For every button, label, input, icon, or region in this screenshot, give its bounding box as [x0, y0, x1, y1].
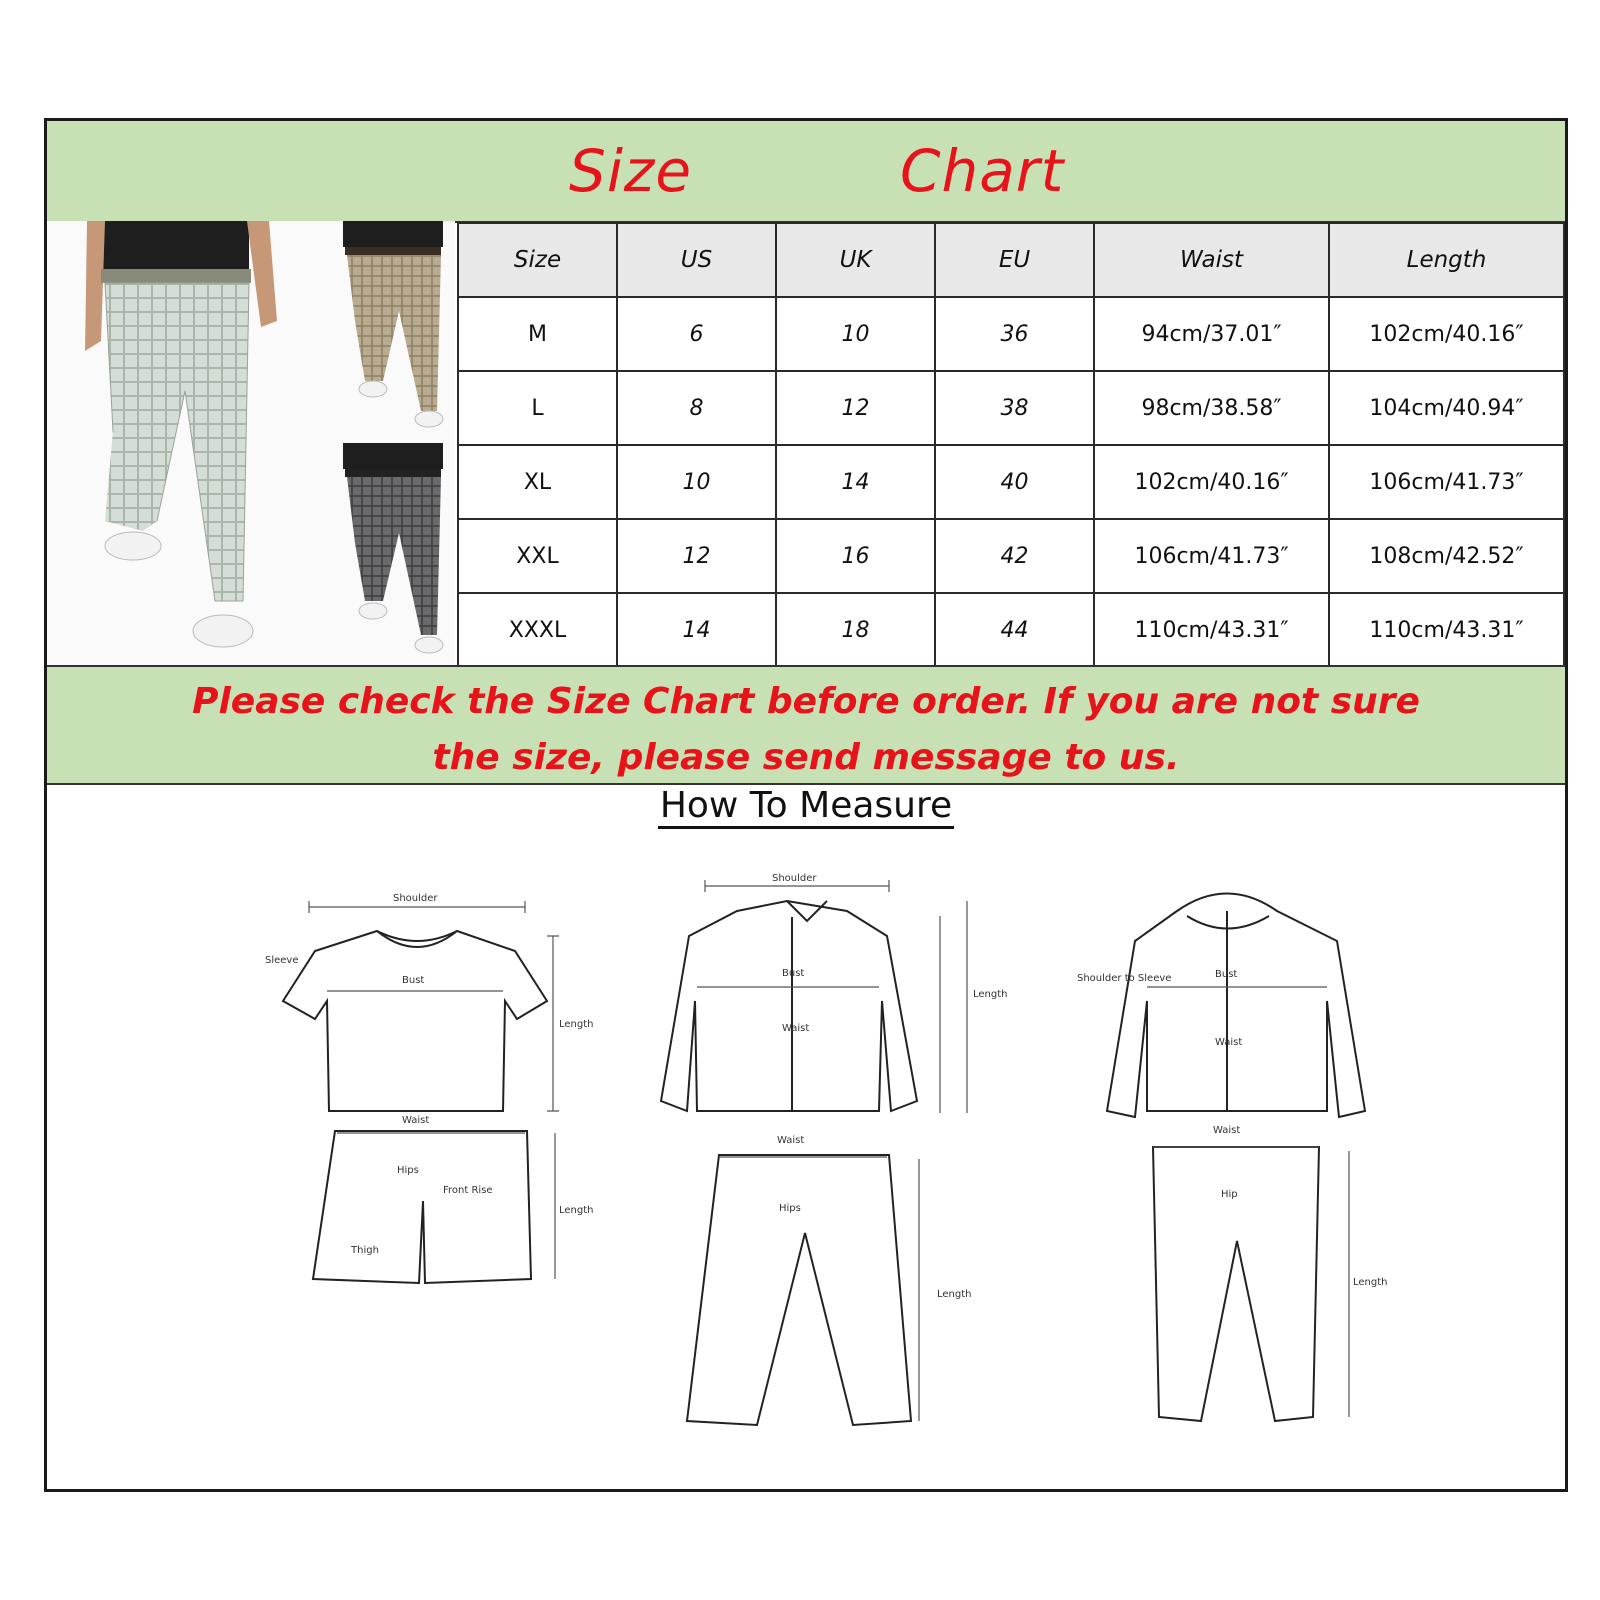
cell-eu: 38	[935, 371, 1094, 445]
cell-uk: 18	[776, 593, 935, 667]
label-shoulder-to-sleeve: Shoulder to Sleeve	[1077, 973, 1172, 984]
cell-uk: 10	[776, 297, 935, 371]
label-length-trousers: Length	[937, 1289, 972, 1300]
label-length-shorts: Length	[559, 1205, 594, 1216]
cell-size: XXL	[458, 519, 617, 593]
cell-waist: 110cm/43.31″	[1094, 593, 1329, 667]
label-length-joggers: Length	[1353, 1277, 1388, 1288]
cell-eu: 44	[935, 593, 1094, 667]
cell-uk: 16	[776, 519, 935, 593]
cell-waist: 106cm/41.73″	[1094, 519, 1329, 593]
cell-eu: 40	[935, 445, 1094, 519]
label-bust-shirt: Bust	[782, 968, 805, 979]
measure-diagrams	[47, 121, 1565, 1489]
shorts-outline	[313, 1131, 531, 1283]
cell-length: 108cm/42.52″	[1329, 519, 1564, 593]
label-bust-hoodie: Bust	[1215, 969, 1238, 980]
label-waist-shirt: Waist	[782, 1023, 810, 1034]
label-thigh: Thigh	[351, 1245, 379, 1256]
cell-size: XXXL	[458, 593, 617, 667]
dress-shirt-outline	[661, 901, 917, 1111]
label-sleeve: Sleeve	[265, 955, 299, 966]
label-waist-trousers: Waist	[777, 1135, 805, 1146]
header-length: Length	[1329, 223, 1564, 297]
cell-us: 14	[617, 593, 776, 667]
cell-uk: 14	[776, 445, 935, 519]
cell-size: XL	[458, 445, 617, 519]
cell-length: 104cm/40.94″	[1329, 371, 1564, 445]
header-size: Size	[458, 223, 617, 297]
label-bust-tshirt: Bust	[402, 975, 425, 986]
cell-eu: 42	[935, 519, 1094, 593]
cell-eu: 36	[935, 297, 1094, 371]
header-eu: EU	[935, 223, 1094, 297]
label-hips-shorts: Hips	[397, 1165, 419, 1176]
header-waist: Waist	[1094, 223, 1329, 297]
label-shoulder-tshirt: Shoulder	[393, 893, 438, 904]
label-shoulder-shirt: Shoulder	[772, 873, 817, 884]
cell-size: L	[458, 371, 617, 445]
cell-uk: 12	[776, 371, 935, 445]
cell-us: 10	[617, 445, 776, 519]
label-waist-joggers: Waist	[1213, 1125, 1241, 1136]
cell-us: 6	[617, 297, 776, 371]
cell-us: 8	[617, 371, 776, 445]
cell-length: 102cm/40.16″	[1329, 297, 1564, 371]
header-uk: UK	[776, 223, 935, 297]
cell-waist: 102cm/40.16″	[1094, 445, 1329, 519]
notice-line-2: the size, please send message to us.	[432, 737, 1180, 778]
title-chart-word: Chart	[900, 137, 1065, 205]
cell-us: 12	[617, 519, 776, 593]
cell-waist: 94cm/37.01″	[1094, 297, 1329, 371]
cell-size: M	[458, 297, 617, 371]
header-us: US	[617, 223, 776, 297]
label-hips-trousers: Hips	[779, 1203, 801, 1214]
title-size-word: Size	[569, 137, 693, 205]
notice-line-1: Please check the Size Chart before order. If you are not sure	[192, 681, 1420, 722]
cell-length: 106cm/41.73″	[1329, 445, 1564, 519]
cell-length: 110cm/43.31″	[1329, 593, 1564, 667]
how-to-measure-text: How To Measure	[658, 785, 954, 829]
label-hip-joggers: Hip	[1221, 1189, 1238, 1200]
cell-waist: 98cm/38.58″	[1094, 371, 1329, 445]
label-waist-hoodie: Waist	[1215, 1037, 1243, 1048]
label-length-shirt: Length	[973, 989, 1008, 1000]
label-waist-shorts: Waist	[402, 1115, 430, 1126]
trousers-outline	[687, 1155, 911, 1425]
size-chart-frame	[44, 118, 1568, 1492]
label-front-rise: Front Rise	[443, 1185, 493, 1196]
tshirt-outline	[283, 931, 547, 1111]
label-length-tshirt: Length	[559, 1019, 594, 1030]
